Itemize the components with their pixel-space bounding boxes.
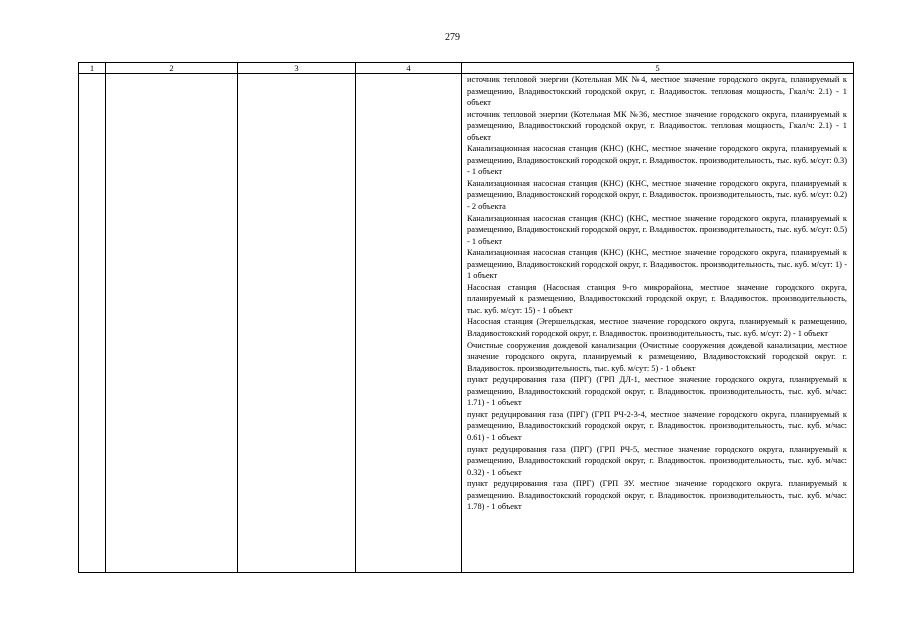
object-list [462,74,853,513]
table-row [79,74,854,573]
list-item: пункт редуцирования газа (ПРГ) (ГРП РЧ-2-3-4, местное значение городского округа, планируемый к размещению, Владивостокский городской округ, г. Владивосток. производительность, тыс. куб. м/час: 0.61) - 1 объект [467,409,847,442]
list-item: пункт редуцирования газа (ПРГ) (ГРП РЧ-5, местное значение городского округа, планируемый к размещению, Владивостокский городской округ, г. Владивосток. производительность, тыс. куб. м/час: 0.32) - 1 объект [467,444,847,477]
objects-table [78,62,854,573]
header-cell-5: 5 [462,63,854,74]
page-number: 279 [445,32,460,43]
cell-col-3 [238,74,356,573]
list-item: Канализационная насосная станция (КНС) (КНС, местное значение городского округа, планируемый к размещению, Владивостокский городской округ, г. Владивосток. производительность, тыс. куб. м/сут: 0.2) - 2 объекта [467,178,847,212]
list-item: Насосная станция (Насосная станция 9-го микрорайона, местное значение городского округа, планируемый к размещению, Владивостокский городской округ, г. Владивосток. производительность, тыс. куб. м/сут: 15) - 1 объект [467,282,847,315]
cell-col-5 [462,74,854,573]
list-item: Очистные сооружения дождевой канализации (Очистные сооружения дождевой канализации, местное значение городского округа, планируемый к размещению, Владивостокский городской округ. г. Владивосток. производительность, тыс. куб. м/сут: 5) - 1 объект [467,340,847,373]
header-cell-3: 3 [238,63,356,74]
cell-col-1 [79,74,106,573]
header-cell-2: 2 [106,63,238,74]
list-item: пункт редуцирования газа (ПРГ) (ГРП ДЛ-1, местное значение городского округа, планируемый к размещению, Владивостокский городской округ, г. Владивосток. производительность, тыс. куб. м/час: 1.71) - 1 объект [467,375,847,408]
list-item: Канализационная насосная станция (КНС) (КНС, местное значение городского округа, планируемый к размещению, Владивостокский городской округ, г. Владивосток. производительность, тыс. куб. м/сут: 0.3) - 1 объект [467,144,847,177]
list-item: пункт редуцирования газа (ПРГ) (ГРП ЗУ. местное значение городского округа. планируемый к размещению. Владивостокский городской округ, г. Владивосток. производительность, тыс. куб. м/час: 1.78) - 1 объект [467,479,847,512]
list-item: Канализационная насосная станция (КНС) (КНС, местное значение городского округа, планируемый к размещению, Владивостокский городской округ, г. Владивосток. производительность, тыс. куб. м/сут: 0.5) - 1 объект [467,213,847,246]
list-item: Канализационная насосная станция (КНС) (КНС, местное значение городского округа, планируемый к размещению, Владивостокский городской округ, г. Владивосток. производительность, тыс. куб. м/сут: 1) - 1 объект [467,248,847,281]
cell-col-4 [356,74,462,573]
list-item: источник тепловой энергии (Котельная МК №36, местное значение городского округа, планируемый к размещению, Владивостокский городской округ, г. Владивосток. тепловая мощность, Гкал/ч: 2.1) - 1 объект [467,109,847,142]
header-cell-1: 1 [79,63,106,74]
list-item: источник тепловой энергии (Котельная МК №4, местное значение городского округа, планируемый к размещению, Владивостокский городской округ, г. Владивосток. тепловая мощность, Гкал/ч: 2.1) - 1 объект [467,75,847,108]
table-header-row [79,63,854,74]
list-item: Насосная станция (Эгершельдская, местное значение городского округа, планируемый к размещению, Владивостокский городской округ, г. Владивосток. производительность, тыс. куб. м/сут: 2) - 1 объект [467,317,847,339]
cell-col-2 [106,74,238,573]
header-cell-4: 4 [356,63,462,74]
